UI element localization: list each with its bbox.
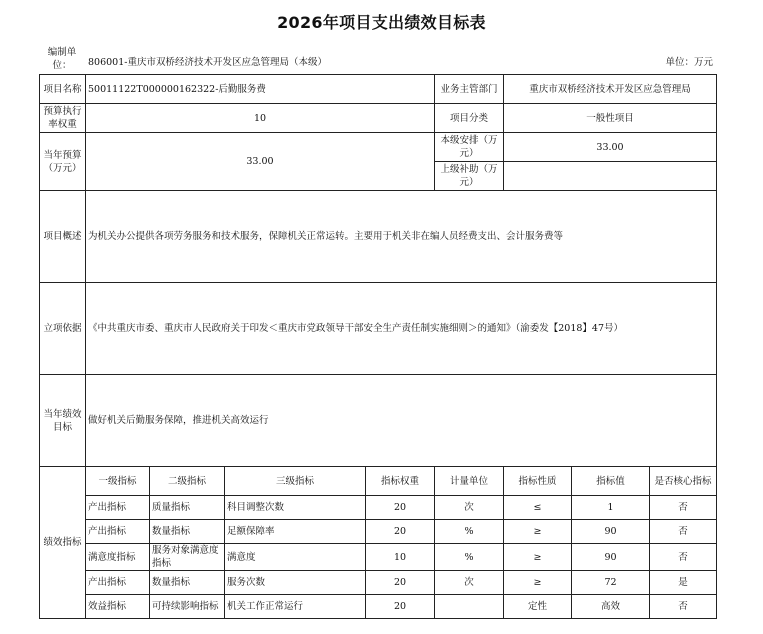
indicator-level2: 可持续影响指标 [150,595,225,619]
indicator-nature: 定性 [504,595,572,619]
dept-label: 业务主管部门 [435,75,504,104]
indicator-level3: 服务次数 [225,571,366,595]
indicator-nature: ≥ [504,544,572,571]
budget-row [40,133,717,162]
upper-label: 上级补助（万元） [435,162,504,191]
project-name-row [40,75,717,104]
indicator-weight: 20 [366,496,435,520]
page-title: 2026年项目支出绩效目标表 [277,13,486,32]
basis-row [40,283,717,375]
indicator-value: 1 [572,496,650,520]
local-label: 本级安排（万元） [435,133,504,162]
indicator-level3: 机关工作正常运行 [225,595,366,619]
indicator-unit [435,595,504,619]
weight-value: 10 [86,104,435,133]
overview-text: 为机关办公提供各项劳务服务和技术服务，保障机关正常运转。主要用于机关非在编人员经费支出、会计服务费等 [86,191,717,283]
indicator-unit: % [435,520,504,544]
indicator-row [40,496,717,520]
indicator-level3: 科目调整次数 [225,496,366,520]
weight-row [40,104,717,133]
indicator-level1: 效益指标 [86,595,150,619]
indicator-level1: 产出指标 [86,520,150,544]
indicator-nature: ≥ [504,520,572,544]
upper-value [504,162,717,191]
indicator-core: 否 [650,595,717,619]
project-name-label: 项目名称 [40,75,86,104]
indicator-level1: 满意度指标 [86,544,150,571]
indicator-level3: 满意度 [225,544,366,571]
indicator-nature: ≤ [504,496,572,520]
overview-label: 项目概述 [40,191,86,283]
indicator-header-row [40,467,717,496]
header-nature: 指标性质 [504,467,572,496]
header-level3: 三级指标 [225,467,366,496]
header-weight: 指标权重 [366,467,435,496]
overview-row [40,191,717,283]
header-level2: 二级指标 [150,467,225,496]
goal-row [40,375,717,467]
category-label: 项目分类 [435,104,504,133]
indicator-level1: 产出指标 [86,496,150,520]
indicator-weight: 20 [366,595,435,619]
budget-value: 33.00 [86,133,435,191]
indicator-level2: 数量指标 [150,571,225,595]
header-unit: 计量单位 [435,467,504,496]
org-label: 编制单位： [47,47,77,71]
header-value: 指标值 [572,467,650,496]
basis-text: 《中共重庆市委、重庆市人民政府关于印发＜重庆市党政领导干部安全生产责任制实施细则＞的通知》（渝委发【2018】47号） [86,283,717,375]
indicator-core: 是 [650,571,717,595]
basis-label: 立项依据 [40,283,86,375]
org-value: 806001-重庆市双桥经济技术开发区应急管理局（本级） [88,57,327,68]
dept-value: 重庆市双桥经济技术开发区应急管理局 [504,75,717,104]
header-core: 是否核心指标 [650,467,717,496]
indicator-level3: 足额保障率 [225,520,366,544]
category-value: 一般性项目 [504,104,717,133]
indicator-level2: 数量指标 [150,520,225,544]
indicator-unit: 次 [435,496,504,520]
indicators-label: 绩效指标 [40,467,86,619]
header-level1: 一级指标 [86,467,150,496]
indicator-unit: % [435,544,504,571]
indicator-weight: 20 [366,571,435,595]
indicator-value: 高效 [572,595,650,619]
project-name-value: 50011122T000000162322-后勤服务费 [86,75,435,104]
indicator-weight: 20 [366,520,435,544]
performance-table [39,74,717,619]
goal-text: 做好机关后勤服务保障，推进机关高效运行 [86,375,717,467]
indicator-row [40,571,717,595]
indicator-unit: 次 [435,571,504,595]
indicator-core: 否 [650,544,717,571]
goal-label: 当年绩效目标 [40,375,86,467]
indicator-level2: 质量指标 [150,496,225,520]
indicator-core: 否 [650,496,717,520]
weight-label: 预算执行率权重 [40,104,86,133]
indicator-value: 72 [572,571,650,595]
indicator-row [40,520,717,544]
indicator-row [40,544,717,571]
unit-label: 单位：万元 [665,57,713,68]
indicator-level2: 服务对象满意度指标 [150,544,225,571]
indicator-value: 90 [572,520,650,544]
indicator-weight: 10 [366,544,435,571]
budget-label: 当年预算（万元） [40,133,86,191]
indicator-value: 90 [572,544,650,571]
local-value: 33.00 [504,133,717,162]
indicator-row [40,595,717,619]
indicator-level1: 产出指标 [86,571,150,595]
indicator-nature: ≥ [504,571,572,595]
indicator-core: 否 [650,520,717,544]
